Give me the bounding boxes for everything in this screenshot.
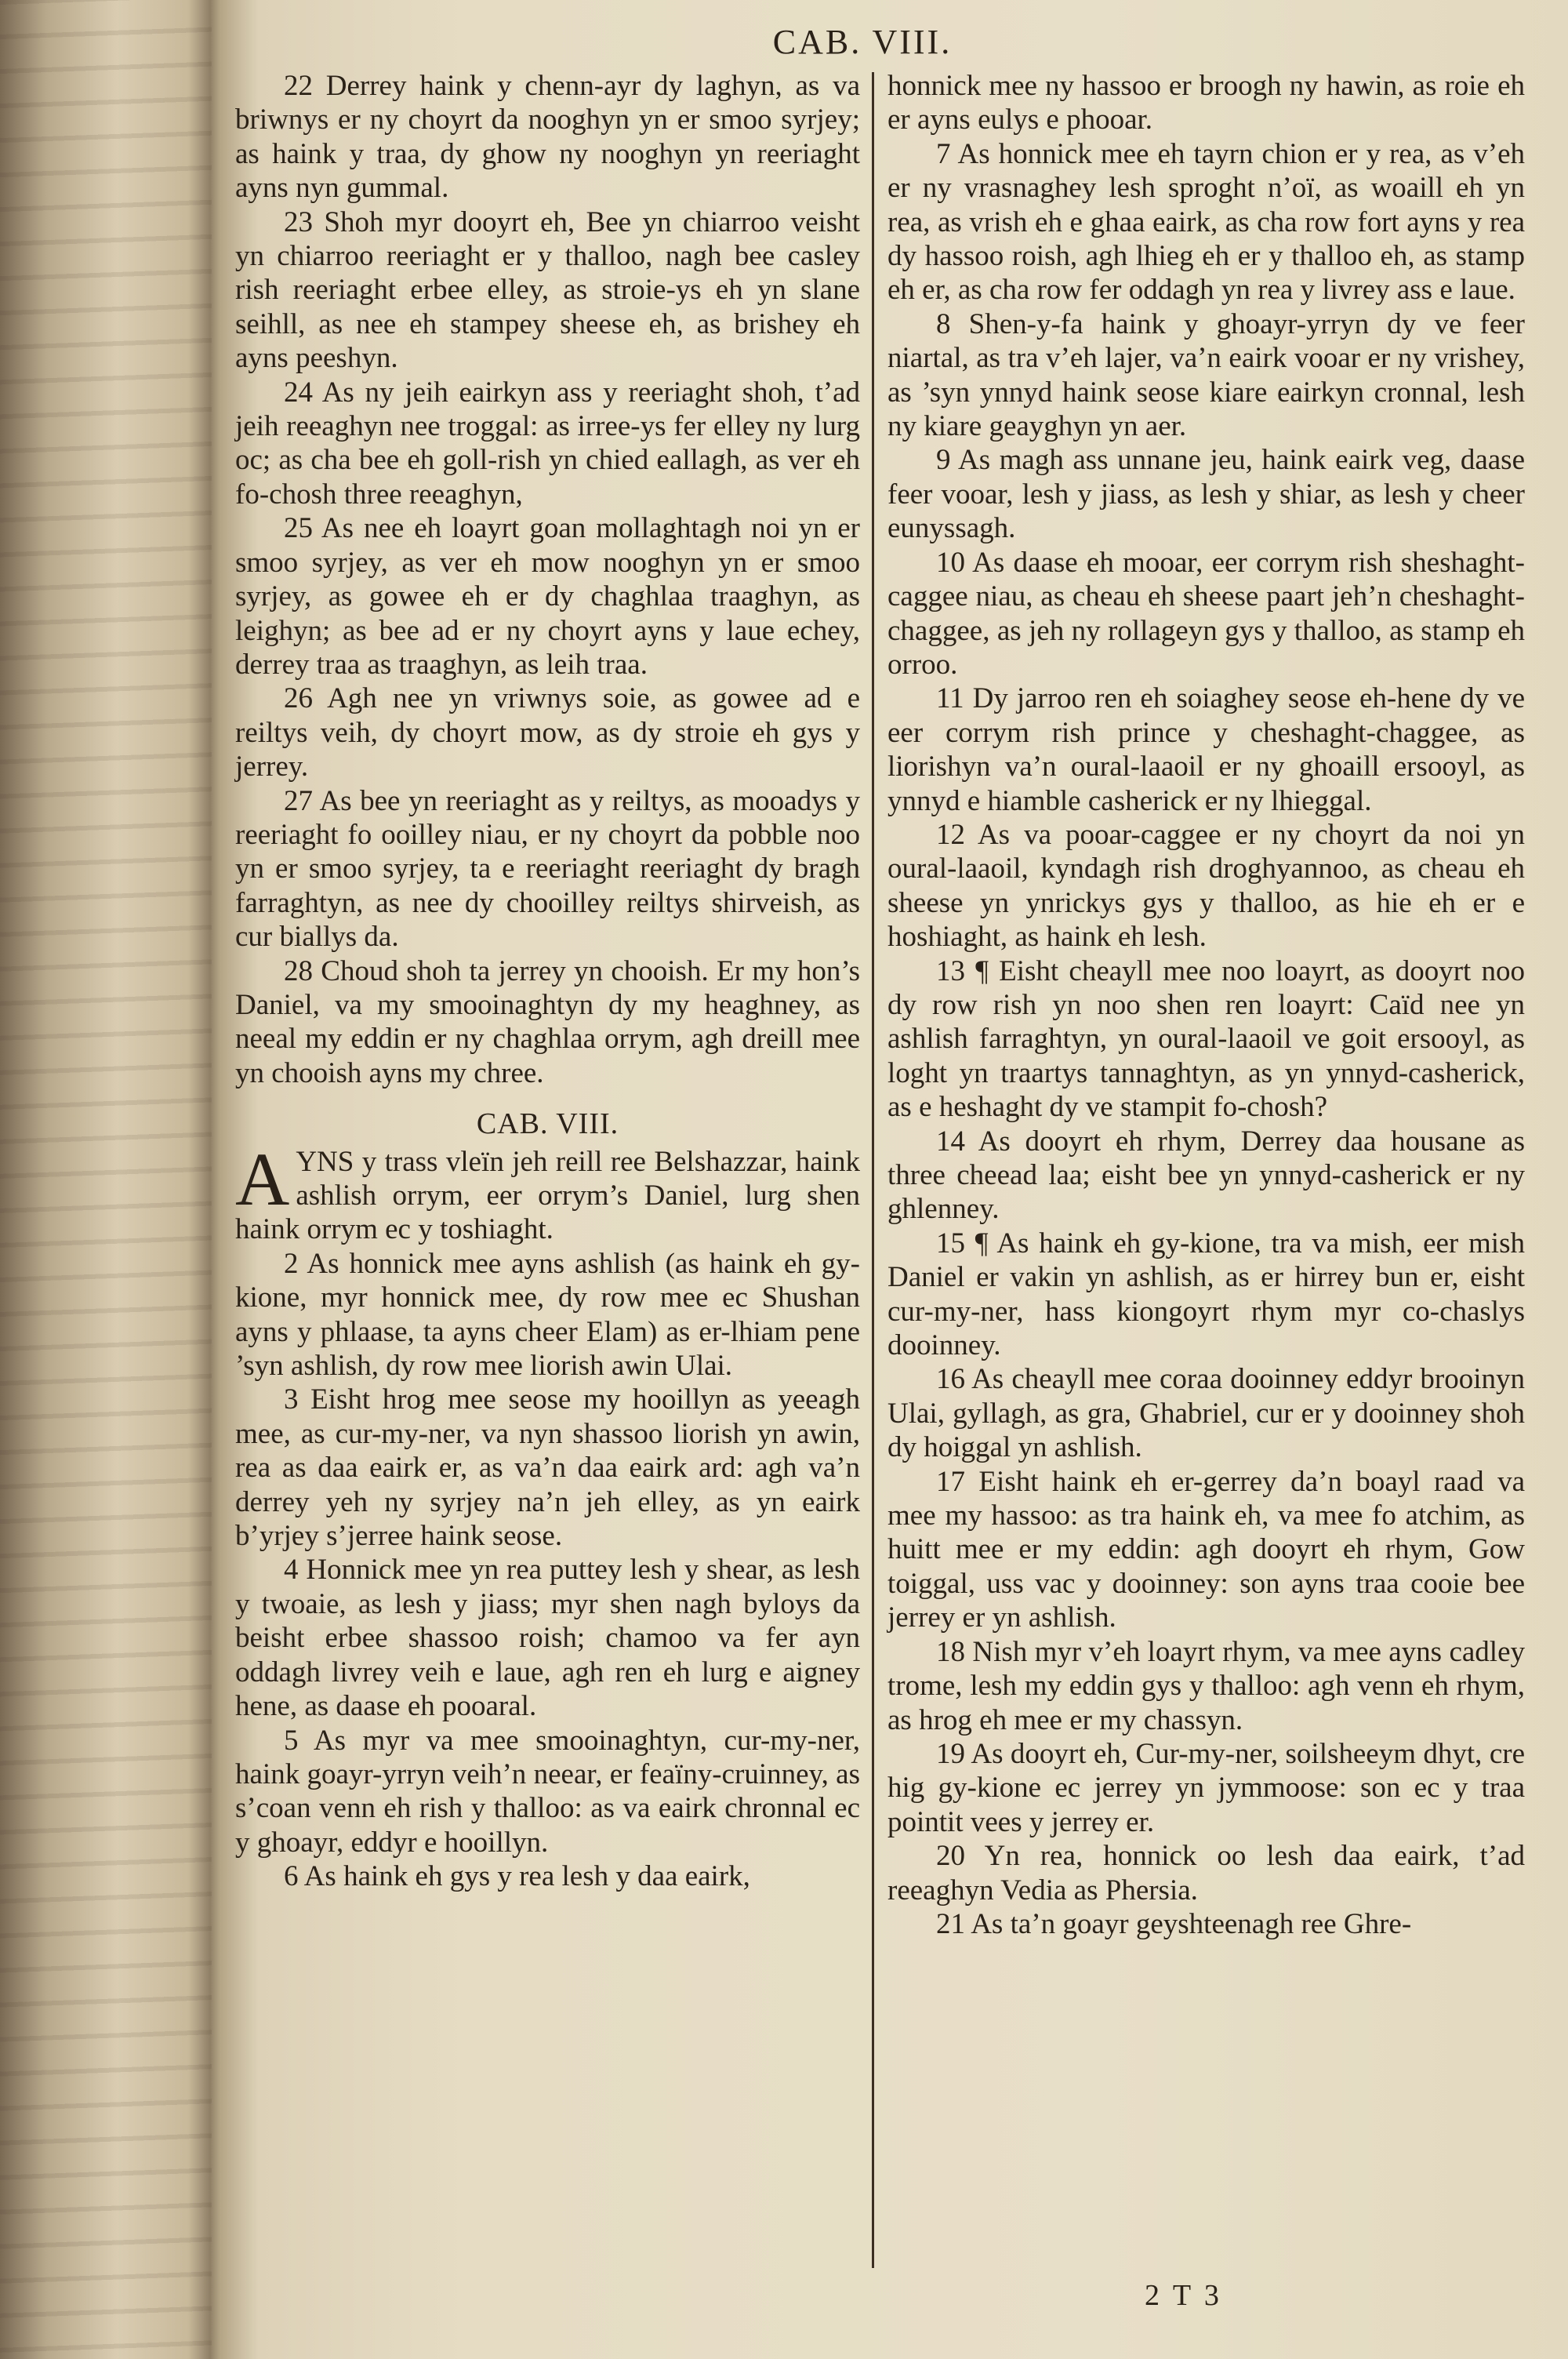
verse: 27 As bee yn reeriaght as y reiltys, as mooadys y reeriaght fo ooilley niau, er ny choyrt da pobble noo yn er smoo syrjey, ta e reeriaght reeriaght dy bragh farraghtyn, as nee dy chooilley reiltys shirveish, as cur biallys da. bbox=[235, 784, 860, 954]
verse: 22 Derrey haink y chenn-ayr dy laghyn, as va briwnys er ny choyrt da nooghyn yn er smoo syrjey; as haink y traa, dy ghow ny nooghyn yn reeriaght ayns nyn gummal. bbox=[235, 70, 860, 205]
chapter-opening-text: YNS y trass vleïn jeh reill ree Belshazzar, haink ashlish orrym, eer orrym’s Daniel, lurg shen haink orrym ec y toshiaght. bbox=[235, 1145, 860, 1246]
verse-continuation: honnick mee ny hassoo er broogh ny hawin, as roie eh er ayns eulys e phooar. bbox=[887, 70, 1525, 136]
right-column bbox=[887, 69, 1525, 1941]
verse: 3 Eisht hrog mee seose my hooillyn as yeeagh mee, as cur-my-ner, va nyn shassoo liorish yn awin, rea as daa eairk er, as va’n daa eairk ard: agh va’n derrey yeh ny syrjey na’n jeh elley, as yn eairk b’yrjey s’jerree haink seose. bbox=[235, 1383, 860, 1553]
chapter-heading: CAB. VIII. bbox=[476, 1107, 619, 1141]
verse: 8 Shen-y-fa haink y ghoayr-yrryn dy ve feer niartal, as tra v’eh lajer, va’n eairk vooar er ny vrishey, as ’syn ynnyd haink seose kiare eairkyn cronnal, lesh ny kiare geayghyn yn aer. bbox=[887, 307, 1525, 443]
verse: 21 As ta’n goayr geyshteenagh ree Ghre- bbox=[936, 1907, 1412, 1940]
verse: 15 ¶ As haink eh gy-kione, tra va mish, eer mish Daniel er vakin yn ashlish, as er hirrey bun er, eisht cur-my-ner, hass kiongoyrt rhym myr co-chaslys dooinney. bbox=[887, 1227, 1525, 1362]
verse: 23 Shoh myr dooyrt eh, Bee yn chiarroo veisht yn chiarroo reeriaght er y thalloo, nagh bee casley rish reeriaght erbee elley, as stroie-ys eh yn slane seihll, as nee eh stampey sheese eh, as brishey eh ayns peeshyn. bbox=[235, 205, 860, 375]
verse: 9 As magh ass unnane jeu, haink eairk veg, daase feer vooar, lesh y jiass, as lesh y shiar, as lesh y cheer eunyssagh. bbox=[887, 444, 1525, 545]
adjacent-page-edge bbox=[0, 0, 212, 2359]
signature-mark: 2 T 3 bbox=[1145, 2279, 1222, 2312]
verse: 7 As honnick mee eh tayrn chion er y rea, as v’eh er ny vrasnaghey lesh sproght n’oï, as woaill eh yn rea, as vrish eh e ghaa eairk, as cha row fort ayns y rea dy hassoo roish, agh lhieg eh er y thalloo eh, as stamp eh er, as cha row fer oddagh yn rea y livrey ass e laue. bbox=[887, 137, 1525, 307]
verse: 2 As honnick mee ayns ashlish (as haink eh gy-kione, myr honnick mee, dy row mee ec Shushan ayns y phlaase, ta ayns cheer Elam) as er-lhiam pene ’syn ashlish, dy row mee liorish awin Ulai. bbox=[235, 1247, 860, 1383]
verse: 4 Honnick mee yn rea puttey lesh y shear, as lesh y twoaie, as lesh y jiass; myr shen nagh byloys da beisht erbee shassoo roish; chamoo va fer ayn oddagh livrey veih e laue, agh ren eh lurg e aigney hene, as daase eh pooaral. bbox=[235, 1554, 860, 1723]
verse: 28 Choud shoh ta jerrey yn chooish. Er my hon’s Daniel, va my smooinaghtyn dy my heaghney, as neeal my eddin er ny chaghlaa orrym, agh dreill mee yn chooish ayns my chree. bbox=[235, 954, 860, 1089]
chapter-opening bbox=[235, 1136, 860, 1247]
verse: 16 As cheayll mee coraa dooinney eddyr brooinyn Ulai, gyllagh, as gra, Ghabriel, cur er y dooinney shoh dy hoiggal yn ashlish. bbox=[887, 1363, 1525, 1464]
drop-cap: A bbox=[235, 1136, 290, 1221]
verse: 19 As dooyrt eh, Cur-my-ner, soilsheeym dhyt, cre hig gy-kione ec jerrey yn jymmoose: son ec y traa pointit vees y jerrey er. bbox=[887, 1737, 1525, 1838]
verse: 10 As daase eh mooar, eer corrym rish sheshaght-caggee niau, as cheau eh sheese paart jeh’n cheshaght-chaggee, as jeh ny rollageyn gys y thalloo, as stamp eh orroo. bbox=[887, 546, 1525, 681]
verse: 17 Eisht haink eh er-gerrey da’n boayl raad va mee my hassoo: as tra haink eh, va mee fo atchim, as huitt mee er my eddin: agh dooyrt eh rhym, Gow toiggal, uss vac y dooinney: son ayns traa cooie bee jerrey er yn ashlish. bbox=[887, 1465, 1525, 1634]
left-column bbox=[235, 69, 860, 1894]
column-divider bbox=[872, 72, 874, 2268]
verse: 11 Dy jarroo ren eh soiaghey seose eh-hene dy ve eer corrym rish prince y cheshaght-chaggee, as liorishyn va’n oural-laaoil er ny ghoaill ersooyl, as ynnyd e hiamble casherick er ny lhieggal. bbox=[887, 682, 1525, 817]
verse: 24 As ny jeih eairkyn ass y reeriaght shoh, t’ad jeih reeaghyn nee troggal: as irree-ys fer elley ny lurg oc; as cha bee eh goll-rish yn chied eallagh, as ver eh fo-chosh three reeaghyn, bbox=[235, 376, 860, 511]
verse: 26 Agh nee yn vriwnys soie, as gowee ad e reiltys veih, dy choyrt mow, as dy stroie eh gys y jerrey. bbox=[235, 682, 860, 783]
verse: 5 As myr va mee smooinaghtyn, cur-my-ner, haink goayr-yrryn veih’n neear, er feaïny-cruinney, as s’coan venn eh rish y thalloo: as va eairk chronnal ec y ghoayr, eddyr e hooillyn. bbox=[235, 1724, 860, 1859]
verse: 6 As haink eh gys y rea lesh y daa eairk, bbox=[284, 1860, 750, 1893]
verse: 12 As va pooar-caggee er ny choyrt da noi yn oural-laaoil, kyndagh rish droghyannoo, as cheau eh sheese yn ynrickys gys y thalloo, as hie eh er e hoshiaght, as haink eh lesh. bbox=[887, 818, 1525, 954]
running-title: CAB. VIII. bbox=[772, 23, 953, 61]
verse: 14 As dooyrt eh rhym, Derrey daa housane as three cheead laa; eisht bee yn ynnyd-casherick er ny ghlenney. bbox=[887, 1125, 1525, 1226]
verse: 18 Nish myr v’eh loayrt rhym, va mee ayns cadley trome, lesh my eddin gys y thalloo: agh venn eh rhym, as hrog eh mee er my chassyn. bbox=[887, 1635, 1525, 1736]
verse: 20 Yn rea, honnick oo lesh daa eairk, t’ad reeaghyn Vedia as Phersia. bbox=[887, 1840, 1525, 1906]
verse: 13 ¶ Eisht cheayll mee noo loayrt, as dooyrt noo dy row rish yn noo shen ren loayrt: Caïd nee yn ashlish farraghtyn, yn oural-laaoil ve goit ersooyl, as loght yn traartys tannaghtyn, as yn ynnyd-casherick, as e heshaght dy ve stampit fo-chosh? bbox=[887, 954, 1525, 1124]
verse: 25 As nee eh loayrt goan mollaghtagh noi yn er smoo syrjey, as ver eh mow nooghyn yn er smoo syrjey, as gowee eh er dy chaghlaa traaghyn, as leighyn; as bee ad er ny choyrt ayns y laue echey, derrey traa as traaghyn, as leih traa. bbox=[235, 512, 860, 681]
